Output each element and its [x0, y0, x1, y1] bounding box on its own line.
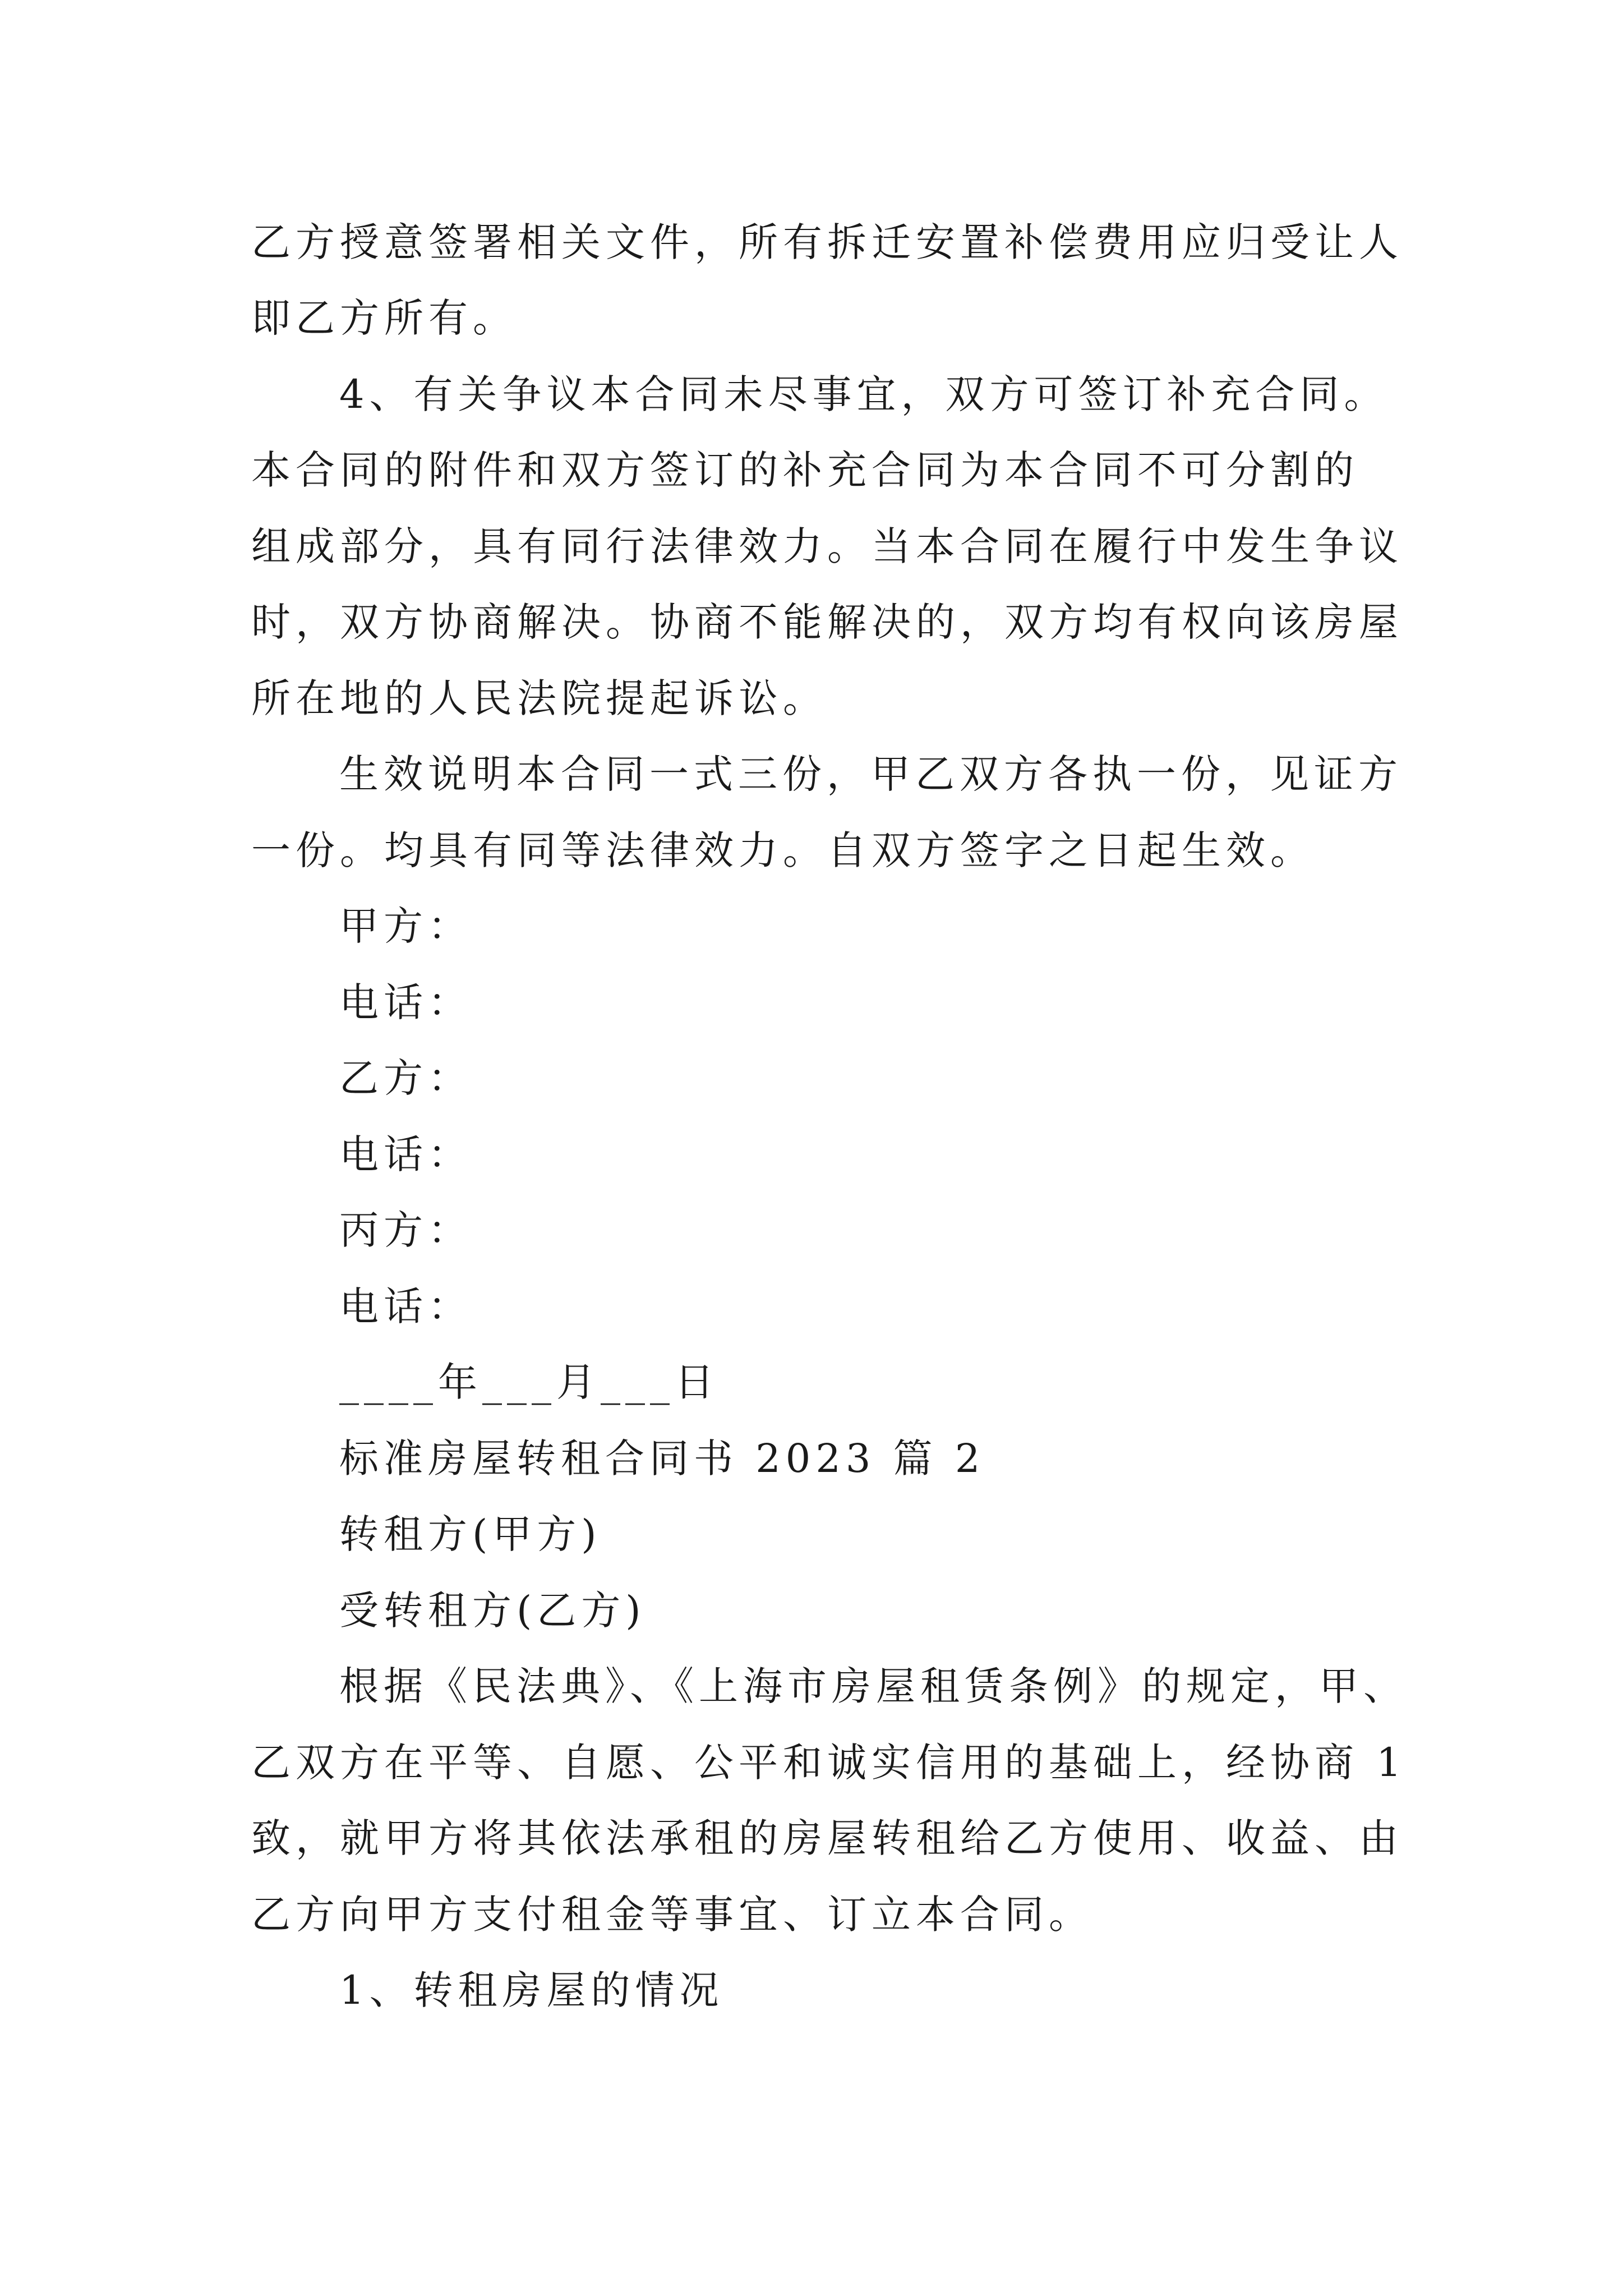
paragraph-line: 生效说明本合同一式三份，甲乙双方各执一份，见证方: [339, 751, 1403, 797]
paragraph-line: 乙方授意签署相关文件，所有拆迁安置补偿费用应归受让人: [251, 219, 1403, 265]
paragraph-line: 本合同的附件和双方签订的补充合同为本合同不可分割的: [251, 447, 1359, 493]
signature-party-a: 甲方：: [339, 903, 472, 949]
paragraph-line: 即乙方所有。: [251, 295, 517, 341]
paragraph-line: 一份。均具有同等法律效力。自双方签字之日起生效。: [251, 827, 1315, 873]
signature-phone-a: 电话：: [339, 979, 472, 1025]
signature-party-c: 丙方：: [339, 1207, 472, 1253]
section-title: 标准房屋转租合同书 2023 篇 2: [339, 1435, 985, 1481]
date-line: ____年___月___日: [339, 1359, 719, 1405]
signature-phone-b: 电话：: [339, 1131, 472, 1177]
signature-party-b: 乙方：: [339, 1055, 472, 1101]
section-heading: 1、转租房屋的情况: [339, 1967, 724, 2013]
paragraph-line: 组成部分，具有同行法律效力。当本合同在履行中发生争议: [251, 523, 1403, 569]
paragraph-line: 4、有关争议本合同未尽事宜，双方可签订补充合同。: [339, 371, 1389, 417]
party-sublessee: 受转租方(乙方): [339, 1588, 646, 1634]
paragraph-line: 乙方向甲方支付租金等事宜、订立本合同。: [251, 1892, 1093, 1938]
paragraph-line: 根据《民法典》、《上海市房屋租赁条例》的规定，甲、: [339, 1663, 1408, 1709]
paragraph-line: 所在地的人民法院提起诉讼。: [251, 675, 827, 721]
party-sublessor: 转租方(甲方): [339, 1511, 602, 1557]
paragraph-line: 致，就甲方将其依法承租的房屋转租给乙方使用、收益、由: [251, 1815, 1403, 1861]
paragraph-line: 时，双方协商解决。协商不能解决的，双方均有权向该房屋: [251, 599, 1403, 645]
paragraph-line: 乙双方在平等、自愿、公平和诚实信用的基础上，经协商 1: [251, 1740, 1407, 1786]
signature-phone-c: 电话：: [339, 1283, 472, 1329]
